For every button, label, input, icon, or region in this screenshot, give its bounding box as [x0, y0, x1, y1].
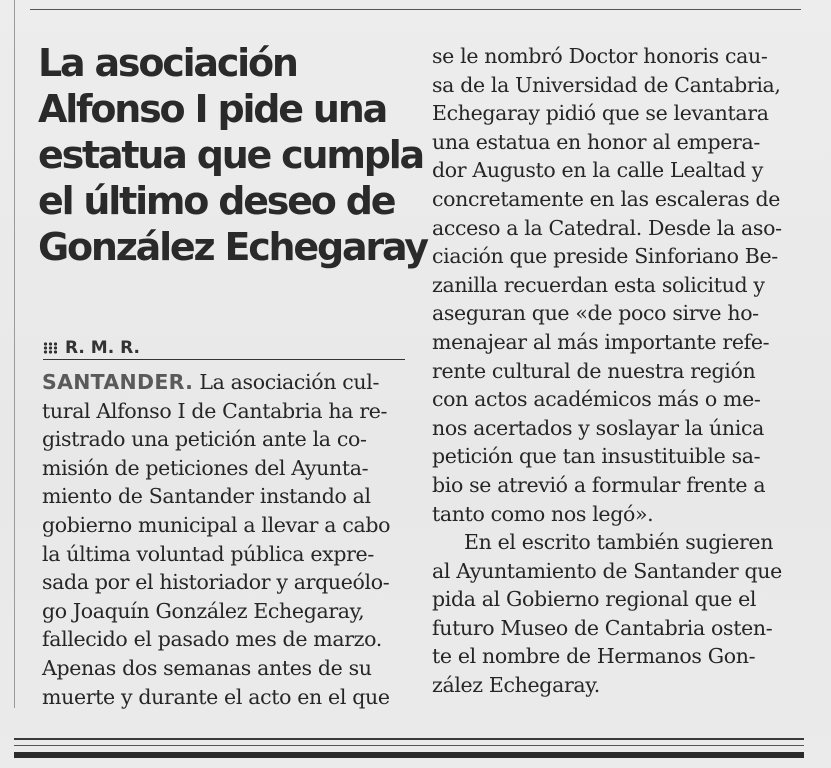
- headline-line: González Echegaray: [38, 225, 427, 269]
- bottom-rules: [14, 738, 804, 758]
- text-line: te el nombre de Hermanos Gon-: [432, 644, 756, 669]
- text-line: aseguran que «de poco sirve ho-: [432, 301, 759, 326]
- text-line: muerte y durante el acto en el que: [42, 684, 390, 709]
- text-line: En el escrito también sugieren: [464, 530, 774, 555]
- text-line-rest: La asociación cul-: [193, 370, 380, 394]
- headline-line: estatua que cumpla: [38, 133, 423, 177]
- text-line: pida al Gobierno regional que el: [432, 587, 757, 612]
- text-line: la última voluntad pública expre-: [42, 541, 374, 566]
- dateline: SANTANDER.: [42, 370, 194, 394]
- text-line: rente cultural de nuestra región: [432, 358, 756, 383]
- text-line: se le nombró Doctor honoris cau-: [432, 44, 768, 68]
- bottom-rule: [14, 752, 804, 758]
- byline-dots-icon: [43, 342, 57, 354]
- byline-author: R. M. R.: [65, 338, 140, 358]
- text-line: tural Alfonso I de Cantabria ha re-: [42, 398, 388, 423]
- headline-line: el último deseo de: [38, 179, 395, 223]
- text-line: dor Augusto en la calle Lealtad y: [432, 158, 763, 183]
- left-column-edge: [14, 0, 15, 708]
- text-line: zález Echegaray.: [432, 673, 600, 698]
- text-line: sa de la Universidad de Cantabria,: [432, 72, 781, 97]
- headline: [38, 40, 427, 270]
- text-line: petición que tan insustituible sa-: [432, 444, 761, 469]
- text-line: sada por el historiador y arqueólo-: [42, 570, 390, 595]
- text-line: bio se atrevió a formular frente a: [432, 472, 766, 497]
- text-line: menajear al más importante refe-: [432, 329, 770, 354]
- text-line: miento de Santander instando al: [42, 484, 371, 509]
- text-line: al Ayuntamiento de Santander que: [432, 558, 782, 583]
- text-line: zanilla recuerdan esta solicitud y: [432, 272, 765, 297]
- headline-block: [38, 40, 427, 270]
- bottom-rule: [14, 738, 804, 740]
- text-line: gistrado una petición ante la co-: [42, 427, 367, 452]
- text-line: acceso a la Catedral. Desde la aso-: [432, 215, 782, 240]
- text-line: Echegaray pidió que se levantara: [432, 101, 769, 126]
- text-line: ciación que preside Sinforiano Be-: [432, 244, 778, 269]
- text-line: concretamente en las escaleras de: [432, 186, 781, 211]
- article-column-left: [42, 368, 412, 711]
- bottom-rule: [14, 745, 804, 746]
- text-line: gobierno municipal a llevar a cabo: [42, 512, 391, 537]
- top-rule: [30, 9, 801, 10]
- text-line: fallecido el pasado mes de marzo.: [42, 627, 382, 652]
- text-line: tanto como nos legó».: [432, 501, 654, 526]
- byline: [43, 337, 405, 360]
- headline-line: Alfonso I pide una: [38, 87, 387, 131]
- headline-line: La asociación: [38, 41, 297, 85]
- text-line: una estatua en honor al empera-: [432, 129, 760, 154]
- text-line: go Joaquín González Echegaray,: [42, 598, 365, 623]
- text-line: misión de peticiones del Ayunta-: [42, 455, 369, 480]
- article-column-right: [432, 42, 812, 700]
- text-line: [42, 368, 412, 397]
- text-line: nos acertados y soslayar la única: [432, 415, 764, 440]
- text-line: futuro Museo de Cantabria osten-: [432, 615, 773, 640]
- text-line: con actos académicos más o me-: [432, 387, 761, 412]
- text-line: Apenas dos semanas antes de su: [42, 655, 372, 680]
